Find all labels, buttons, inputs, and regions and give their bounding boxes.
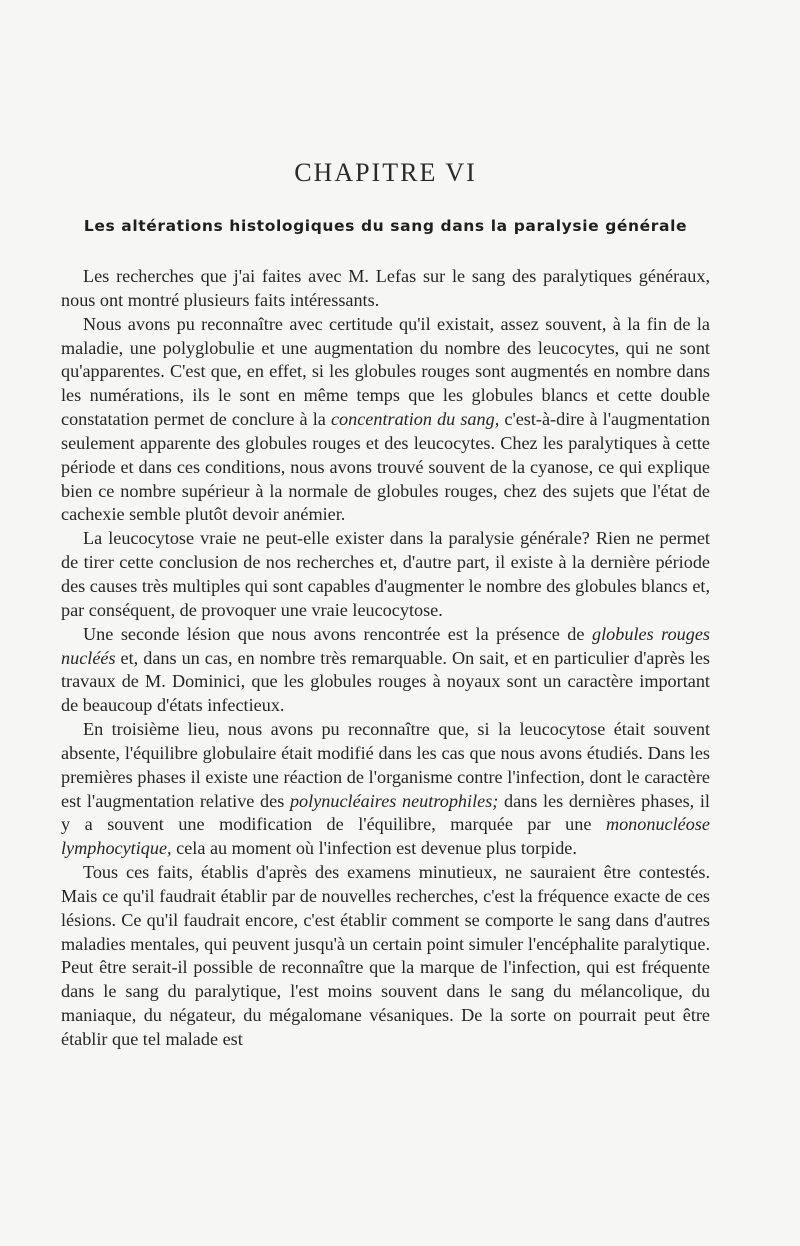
- paragraph-text: Les recherches que j'ai faites avec M. Lefas sur le sang des paralytiques généraux, nous ont montré plusieurs faits intéressants.: [61, 266, 710, 310]
- chapter-subtitle: Les altérations histologiques du sang dans la paralysie générale: [83, 217, 688, 235]
- paragraph-text: Une seconde lésion que nous avons rencontrée est la présence de: [83, 623, 593, 644]
- paragraph-text: La leucocytose vraie ne peut-elle exister dans la paralysie générale? Rien ne permet de tirer cette conclusion de nos recherches et, d'autre part, il existe à la dernière période des causes très multiples qui sont capables d'augmenter le nombre des globules blancs et, par conséquent, de provoquer une vraie leucocytose.: [61, 528, 710, 620]
- italic-term: globules rouges nucléés: [61, 623, 711, 668]
- paragraph-text: et, dans un cas, en nombre très remarquable. On sait, et en particulier d'après les travaux de M. Dominici, que les globules rouges à noyaux sont un caractère important de beaucoup d'états infectieux.: [61, 647, 710, 716]
- paragraph-4: [61, 623, 710, 718]
- paragraph-1: [61, 265, 710, 313]
- paragraph-text: Tous ces faits, établis d'après des examens minutieux, ne sauraient être contestés. Mais ce qu'il faudrait établir par de nouvelles recherches, c'est la fréquence exacte de ces lésions. Ce qu'il faudrait encore, c'est établir comment se comporte le sang dans d'autres maladies mentales, qui peuvent jusqu'à un certain point simuler l'encéphalite paralytique. Peut être serait-il possible de reconnaître que la marque de l'infection, qui est fréquente dans le sang du paralytique, l'est moins souvent dans le sang du mélancolique, du maniaque, du négateur, du mégalomane vésaniques. De la sorte on pourrait peut être établir que tel malade est: [61, 862, 710, 1049]
- paragraph-6: [61, 861, 710, 1052]
- paragraph-5: [61, 718, 710, 861]
- paragraph-text: En troisième lieu, nous avons pu reconnaître que, si la leucocytose était souvent absente, l'équilibre globulaire était modifié dans les cas que nous avons étudiés. Dans les premières phases il existe une réaction de l'organisme contre l'infection, dont le caractère est l'augmentation relative des: [61, 719, 710, 811]
- chapter-body: [61, 265, 710, 1052]
- paragraph-text: cela au moment où l'infection est devenue plus torpide.: [171, 838, 577, 859]
- italic-term: polynucléaires neutrophiles;: [289, 790, 499, 811]
- paragraph-2: [61, 313, 710, 528]
- book-page: [61, 0, 710, 1246]
- paragraph-text: Nous avons pu reconnaître avec certitude qu'il existait, assez souvent, à la fin de la maladie, une polyglobulie et une augmentation du nombre des leucocytes, qui ne sont qu'apparentes. C'est que, en effet, si les globules rouges sont augmentés en nombre dans les numérations, ils le sont en même temps que les globules blancs et cette double constatation permet de conclure à la: [61, 313, 710, 430]
- paragraph-text: c'est-à-dire à l'augmentation seulement apparente des globules rouges et des leucocytes. Chez les paralytiques à cette période et dans ces conditions, nous avons trouvé souvent de la cyanose, ce qui explique bien ce nombre supérieur à la normale de globules rouges, chez des sujets que l'état de cachexie semble plutôt devoir anémier.: [61, 409, 710, 525]
- italic-term: mononucléose lymphocytique,: [61, 814, 710, 859]
- chapter-title: CHAPITRE VI: [294, 158, 477, 187]
- paragraph-3: [61, 527, 710, 622]
- paragraph-text: dans les dernières phases, il y a souvent une modification de l'équilibre, marquée par une: [61, 790, 710, 835]
- italic-term: concentration du sang,: [330, 409, 500, 430]
